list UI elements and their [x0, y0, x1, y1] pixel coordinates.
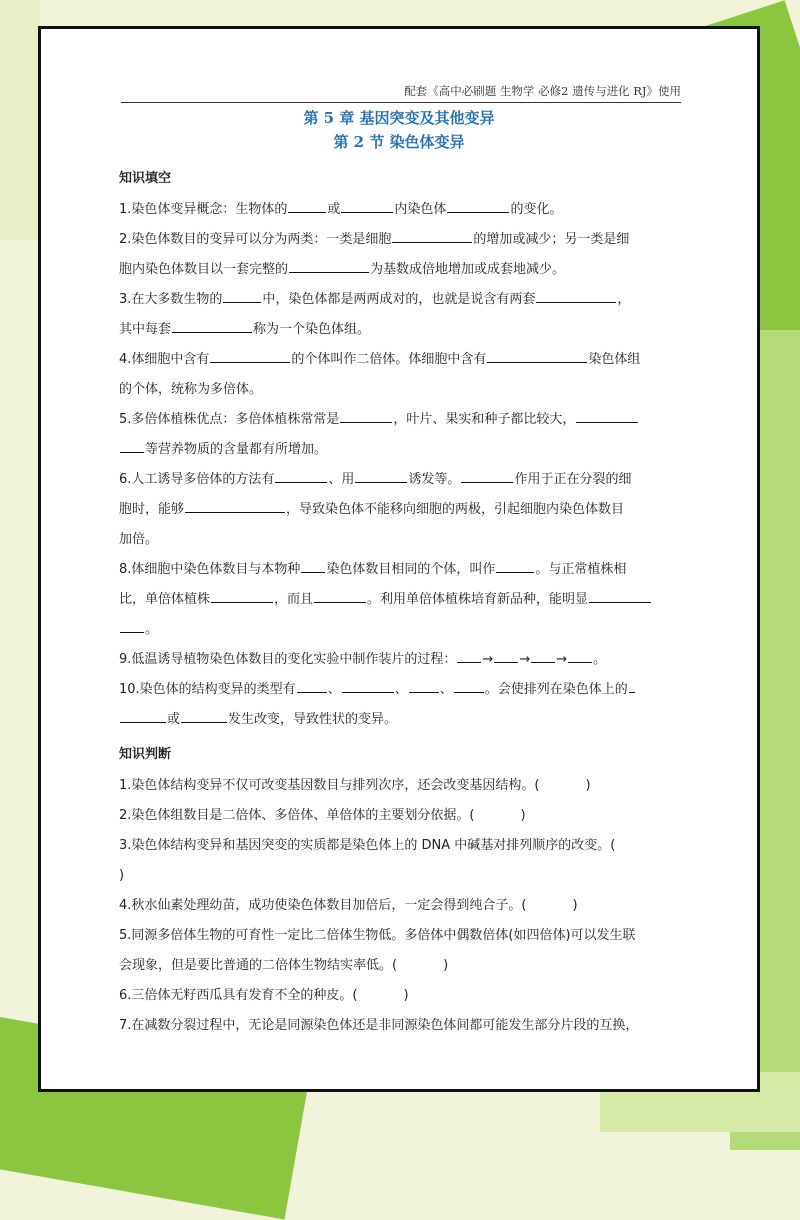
answer-blank[interactable]	[120, 438, 144, 453]
answer-blank[interactable]	[589, 588, 651, 603]
chapter-title: 第 5 章 基因突变及其他变异	[303, 109, 495, 127]
judge-question-2: 2.染色体组数目是二倍体、多倍体、单倍体的主要划分依据。( )	[119, 808, 526, 823]
answer-blank[interactable]	[629, 678, 635, 693]
section-title: 第 2 节 染色体变异	[333, 133, 465, 151]
answer-blank[interactable]	[454, 678, 484, 693]
answer-blank[interactable]	[185, 498, 285, 513]
fill-heading: 知识填空	[119, 171, 172, 186]
judge-question-4: 4.秋水仙素处理幼苗，成功使染色体数目加倍后，一定会得到纯合子。( )	[119, 898, 578, 913]
answer-blank[interactable]	[301, 558, 325, 573]
judge-heading: 知识判断	[119, 747, 172, 762]
answer-blank[interactable]	[409, 678, 439, 693]
answer-blank[interactable]	[342, 678, 394, 693]
answer-blank[interactable]	[120, 618, 144, 633]
judge-question-5: 5.同源多倍体生物的可育性一定比二倍体生物低。多倍体中偶数倍体(如四倍体)可以发生联 会现象，但是要比普通的二倍体生物结实率低。( )	[119, 928, 636, 973]
answer-blank[interactable]	[457, 648, 481, 663]
answer-blank[interactable]	[297, 678, 327, 693]
fill-question-4: 4.体细胞中含有 的个体叫作二倍体。体细胞中含有 染色体组 的个体，统称为多倍体。	[119, 345, 685, 405]
answer-blank[interactable]	[341, 198, 393, 213]
answer-blank[interactable]	[275, 468, 327, 483]
answer-blank[interactable]	[392, 228, 472, 243]
fill-question-3: 3.在大多数生物的 中，染色体都是两两成对的，也就是说含有两套 ， 其中每套 称为一个染色体组。	[119, 285, 685, 345]
judge-question-6: 6.三倍体无籽西瓜具有发育不全的种皮。( )	[119, 988, 409, 1003]
answer-blank[interactable]	[531, 648, 555, 663]
fill-question-2: 2.染色体数目的变异可以分为两类：一类是细胞 的增加或减少；另一类是细 胞内染色体数目以一套完整的 为基数成倍地增加或成套地减少。	[119, 225, 685, 285]
fill-question-6: 6.人工诱导多倍体的方法有 、用 诱发等。 作用于正在分裂的细 胞时，能够 ，导致染色体不能移向细胞的两极，引起细胞内染色体数目 加倍。	[119, 465, 685, 555]
answer-blank[interactable]	[210, 348, 290, 363]
background-shape-left	[0, 0, 40, 240]
judge-question-3: 3.染色体结构变异和基因突变的实质都是染色体上的 DNA 中碱基对排列顺序的改变。( )	[119, 838, 616, 883]
answer-blank[interactable]	[536, 288, 616, 303]
fill-question-1: 1.染色体变异概念：生物体的 或 内染色体 的变化。	[119, 195, 685, 225]
answer-blank[interactable]	[211, 588, 273, 603]
fill-question-8: 8.体细胞中染色体数目与本物种 染色体数目相同的个体，叫作 。与正常植株相 比，单倍体植株 ，而且 。利用单倍体植株培育新品种，能明显 。	[119, 555, 685, 645]
worksheet-page	[38, 26, 760, 1092]
answer-blank[interactable]	[172, 318, 252, 333]
answer-blank[interactable]	[120, 708, 166, 723]
header-note: 配套《高中必刷题 生物学 必修2 遗传与进化 RJ》使用	[121, 83, 681, 103]
answer-blank[interactable]	[340, 408, 392, 423]
answer-blank[interactable]	[494, 648, 518, 663]
answer-blank[interactable]	[496, 558, 534, 573]
fill-question-5: 5.多倍体植株优点：多倍体植株常常是 ，叶片、果实和种子都比较大， 等营养物质的含量都有所增加。	[119, 405, 685, 465]
answer-blank[interactable]	[461, 468, 513, 483]
judge-question-7: 7.在减数分裂过程中，无论是同源染色体还是非同源染色体间都可能发生部分片段的互换，	[119, 1018, 639, 1033]
answer-blank[interactable]	[288, 198, 326, 213]
fill-question-9: 9.低温诱导植物染色体数目的变化实验中制作装片的过程： → → → 。	[119, 645, 685, 675]
answer-blank[interactable]	[355, 468, 407, 483]
fill-question-10: 10.染色体的结构变异的类型有 、 、 、 。会使排列在染色体上的 或 发生改变，导致性状的变异。	[119, 675, 685, 735]
answer-blank[interactable]	[289, 258, 369, 273]
answer-blank[interactable]	[447, 198, 509, 213]
answer-blank[interactable]	[576, 408, 638, 423]
judge-question-1: 1.染色体结构变异不仅可改变基因数目与排列次序，还会改变基因结构。( )	[119, 778, 591, 793]
answer-blank[interactable]	[181, 708, 227, 723]
answer-blank[interactable]	[314, 588, 366, 603]
answer-blank[interactable]	[568, 648, 592, 663]
content	[119, 169, 685, 1041]
answer-blank[interactable]	[487, 348, 587, 363]
answer-blank[interactable]	[223, 288, 261, 303]
